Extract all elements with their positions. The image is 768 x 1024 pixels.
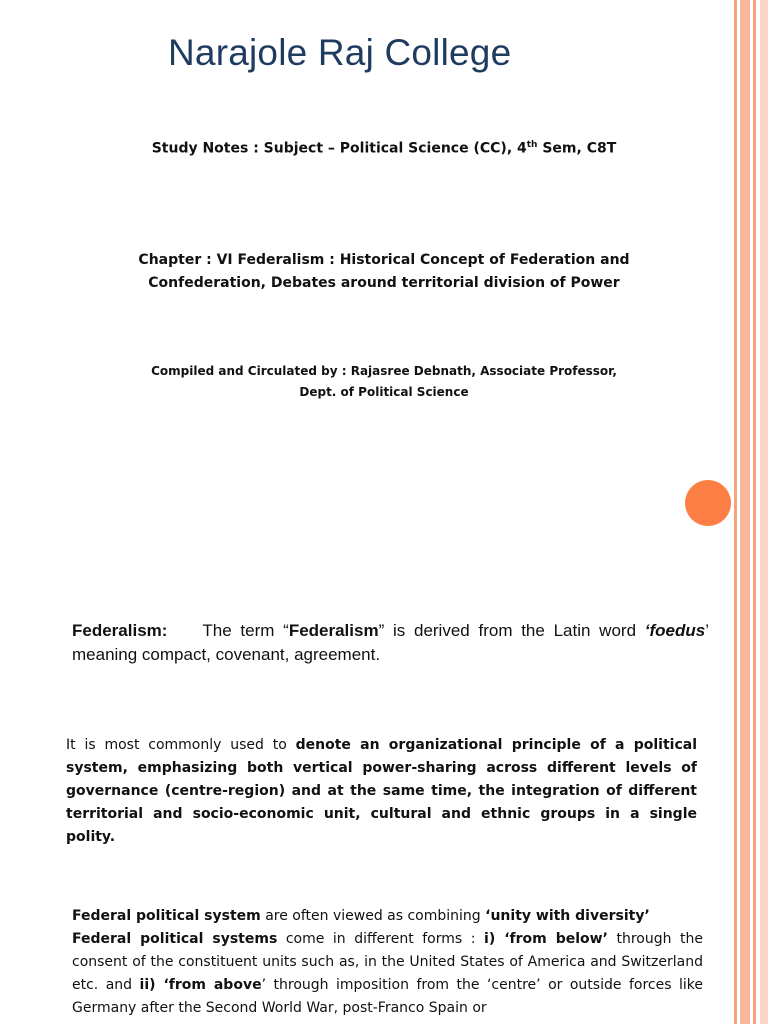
usage-text-1: It is most commonly used to xyxy=(66,737,296,753)
fs-text-9: ’ through imposition from the ‘centre’ or outside forces like Germany after the Second World War, post-Franco Spain or xyxy=(72,977,703,1016)
right-stripe-3 xyxy=(753,0,756,1024)
fs-text-6: i) ‘from below’ xyxy=(484,931,608,947)
def-latin-word: ‘foedus xyxy=(644,621,706,640)
compiled-line-2: Dept. of Political Science xyxy=(299,385,469,399)
fs-text-1: Federal political system xyxy=(72,908,261,924)
chapter-line-2: Confederation, Debates around territorial division of Power xyxy=(148,275,620,291)
fs-text-7: through the consent of the constituent units such as, in the United States of America and Switzerland etc. and xyxy=(72,931,704,993)
subject-sup: th xyxy=(526,140,538,150)
compiled-by xyxy=(0,361,768,403)
chapter-line-1: Chapter : VI Federalism : Historical Concept of Federation and xyxy=(138,252,630,268)
def-text-1: The term “ xyxy=(202,621,289,640)
fs-text-8: ii) ‘from above xyxy=(139,977,262,993)
chapter-heading xyxy=(0,249,768,295)
college-title: Narajole Raj College xyxy=(168,32,512,73)
paragraph-federal-systems xyxy=(72,905,703,1020)
right-stripe-1 xyxy=(734,0,737,1024)
fs-text-3: ‘unity with diversity’ xyxy=(485,908,650,924)
def-text-3: ’ meaning compact, covenant, agreement. xyxy=(72,621,709,664)
subject-suffix: Sem, C8T xyxy=(537,140,617,157)
fs-text-5: come in different forms : xyxy=(277,931,485,947)
fs-text-2: are often viewed as combining xyxy=(260,908,486,924)
def-term: Federalism xyxy=(288,621,379,640)
subject-prefix: Study Notes : Subject – Political Science (CC), 4 xyxy=(151,140,527,157)
federalism-definition xyxy=(72,619,709,667)
usage-text-bold: denote an organizational principle of a political system, emphasizing both vertical power-sharing across different levels of governance (centre-region) and at the same time, the integration of different territorial and socio-economic unit, cultural and ethnic groups in a single polity. xyxy=(66,737,698,845)
def-text-2: ” is derived from the Latin word xyxy=(378,621,645,640)
paragraph-usage xyxy=(66,734,697,849)
compiled-line-1: Compiled and Circulated by : Rajasree Debnath, Associate Professor, xyxy=(151,364,617,378)
federalism-heading: Federalism: xyxy=(72,621,168,640)
right-stripe-4 xyxy=(760,0,768,1024)
fs-text-4: Federal political systems xyxy=(72,931,278,947)
orange-circle-decoration xyxy=(685,480,731,526)
subject-line xyxy=(0,140,768,157)
right-stripe-2 xyxy=(740,0,750,1024)
